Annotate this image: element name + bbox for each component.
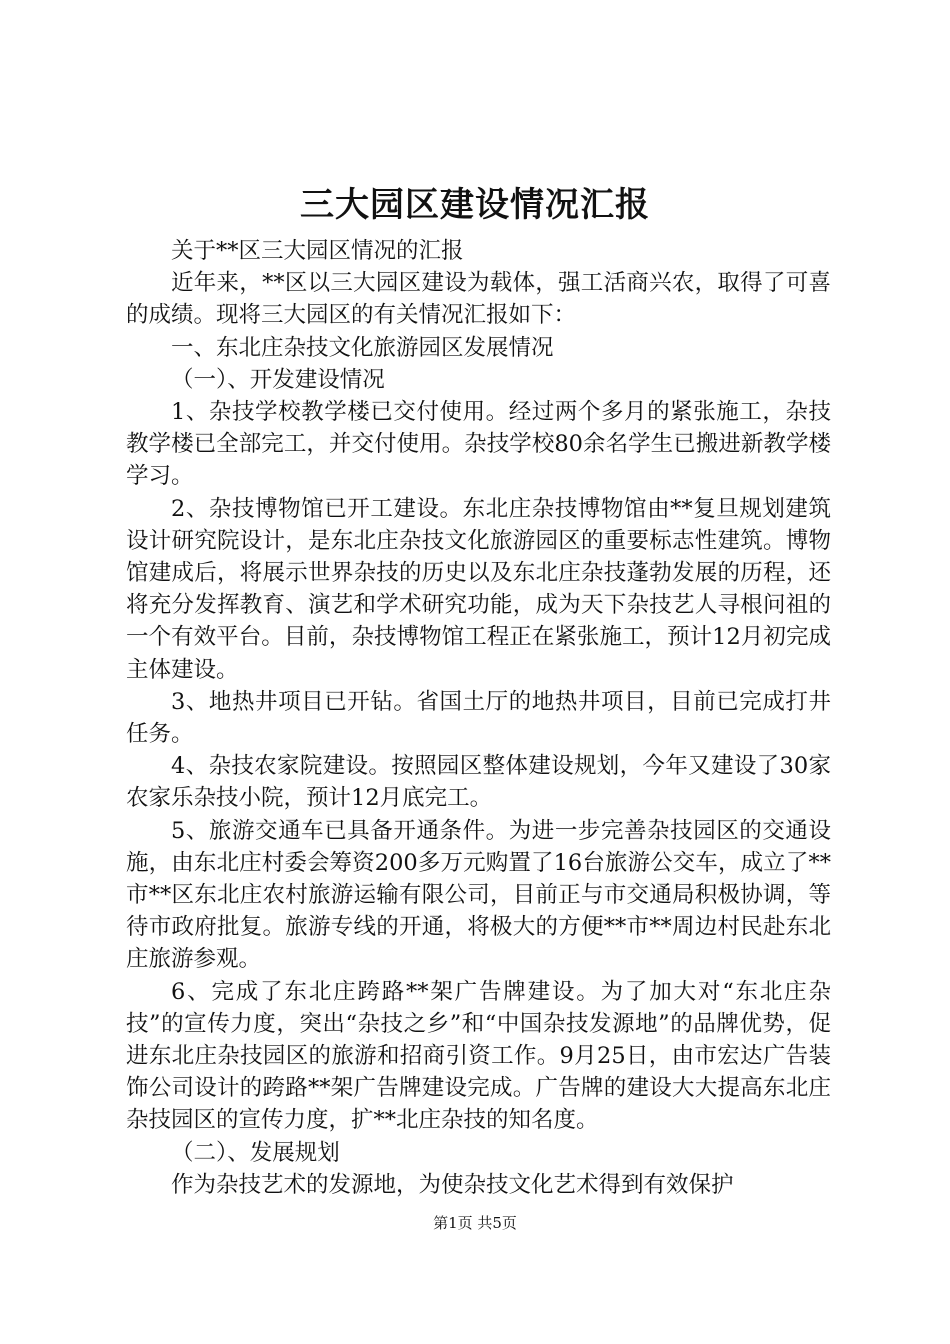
- paragraph-intro: 近年来，**区以三大园区建设为载体，强工活商兴农，取得了可喜的成绩。现将三大园区的有关情况汇报如下：: [126, 270, 831, 329]
- paragraph-item-3: 3、地热井项目已开钻。省国土厅的地热井项目，目前已完成打井任务。: [126, 688, 831, 748]
- document-title: 三大园区建设情况汇报: [300, 185, 650, 225]
- document-body: [126, 235, 831, 1201]
- paragraph-item-6: 6、完成了东北庄跨路**架广告牌建设。为了加大对“东北庄杂技”的宣传力度，突出“杂技之乡”和“中国杂技发源地”的品牌优势，促进东北庄杂技园区的旅游和招商引资工作。9月25日，由市宏达广告装饰公司设计的跨路**架广告牌建设完成。广告牌的建设大大提高东北庄杂技园区的宣传力度，扩**北庄杂技的知名度。: [126, 978, 831, 1134]
- heading-subsection-one: （一）、开发建设情况: [171, 366, 385, 393]
- page-number-footer: 第1页 共5页: [433, 1214, 517, 1232]
- paragraph-item-4: 4、杂技农家院建设。按照园区整体建设规划，今年又建设了30家农家乐杂技小院，预计12月底完工。: [126, 753, 831, 812]
- heading-subsection-two: （二）、发展规划: [171, 1139, 340, 1166]
- paragraph-plan-start: 作为杂技艺术的发源地，为使杂技文化艺术得到有效保护: [171, 1171, 734, 1198]
- paragraph-item-2: 2、杂技博物馆已开工建设。东北庄杂技博物馆由**复旦规划建筑设计研究院设计，是东北庄杂技文化旅游园区的重要标志性建筑。博物馆建成后，将展示世界杂技的历史以及东北庄杂技蓬勃发展的历程，还将充分发挥教育、演艺和学术研究功能，成为天下杂技艺人寻根问祖的一个有效平台。目前，杂技博物馆工程正在紧张施工，预计12月初完成主体建设。: [126, 495, 831, 683]
- heading-section-one: 一、东北庄杂技文化旅游园区发展情况: [171, 334, 554, 361]
- paragraph-item-1: 1、杂技学校教学楼已交付使用。经过两个多月的紧张施工，杂技教学楼已全部完工，并交付使用。杂技学校80余名学生已搬进新教学楼学习。: [126, 399, 831, 490]
- paragraph-report-subject: 关于**区三大园区情况的汇报: [171, 238, 464, 264]
- paragraph-item-5: 5、旅游交通车已具备开通条件。为进一步完善杂技园区的交通设施，由东北庄村委会筹资200多万元购置了16台旅游公交车，成立了**市**区东北庄农村旅游运输有限公司，目前正与市交通局积极协调，等待市政府批复。旅游专线的开通，将极大的方便**市**周边村民赴东北庄旅游参观。: [126, 817, 831, 973]
